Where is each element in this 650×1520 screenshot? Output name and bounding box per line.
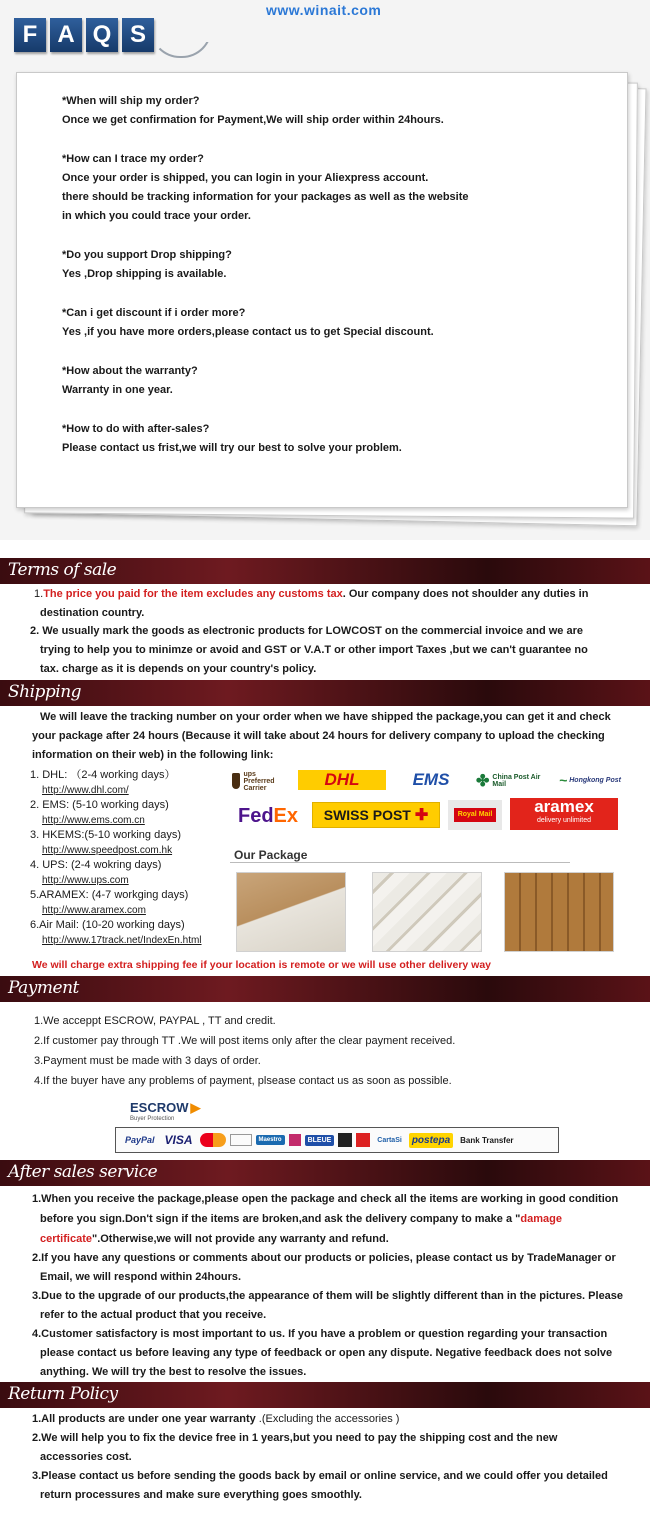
faq-logo-letter: F: [14, 18, 46, 52]
faq-question: *How about the warranty?: [62, 365, 198, 377]
ems-logo: EMS: [412, 770, 450, 789]
faq-list: [62, 92, 602, 478]
package-divider: [230, 862, 570, 863]
shipping-intro-line1: We will leave the tracking number on your order when we have shipped the package,you can get it and check: [40, 711, 611, 723]
carrier-name: 3. HKEMS:(5-10 working days): [30, 829, 181, 841]
after-sales-p4-line3: anything. We will try the best to resolve the issues.: [40, 1366, 307, 1378]
return-item-2-line1: 2.We will help you to fix the device free in 1 years,but you need to pay the shipping cost and the new: [32, 1432, 558, 1444]
china-post-logo: ✤ China Post Air Mail: [476, 773, 541, 790]
maestro-logo: Maestro: [256, 1135, 285, 1145]
faq-item: [62, 304, 602, 342]
after-sales-section: [0, 1186, 650, 1382]
cartasi-logo: CartaSi: [377, 1136, 402, 1144]
carrier-link[interactable]: http://www.dhl.com/: [42, 784, 129, 796]
hongkong-post-icon: ~: [559, 772, 568, 788]
postepay-logo: postepa: [409, 1133, 453, 1148]
escrow-subtitle: Buyer Protection: [130, 1116, 175, 1122]
faq-answer: Warranty in one year.: [62, 384, 173, 396]
terms-item-2-line1: 2. We usually mark the goods as electronic products for LOWCOST on the commercial invoice and we are: [30, 625, 583, 637]
payment-item: 3.Payment must be made with 3 days of order.: [34, 1055, 261, 1067]
logo-swoosh-decoration: [150, 28, 212, 58]
after-sales-title: After sales service: [8, 1162, 158, 1182]
payment-section-bar: [0, 976, 650, 1002]
shipping-intro-line3: information on their web) in the following link:: [32, 749, 274, 761]
package-photo-warehouse: [504, 872, 614, 952]
terms-section: [0, 584, 650, 680]
ups-shield-icon: [232, 773, 240, 789]
card-icon: [338, 1133, 352, 1147]
return-policy-section-bar: [0, 1382, 650, 1408]
carrier-item: [30, 798, 230, 828]
payment-title: Payment: [8, 978, 79, 998]
faq-logo-letter: S: [122, 18, 154, 52]
after-sales-p3-line1: 3.Due to the upgrade of our products,the appearance of them will be slightly different than in the pictures. Please: [32, 1290, 624, 1302]
payment-item: 2.If customer pay through TT .We will post items only after the clear payment received.: [34, 1035, 456, 1047]
faq-question: *Can i get discount if i order more?: [62, 307, 246, 319]
shipping-section: [0, 706, 650, 976]
escrow-logo: ESCROW ▶: [130, 1100, 201, 1115]
return-item-3-line2: return processures and make sure everything goes smoothly.: [40, 1489, 362, 1501]
return-item-3-line1: 3.Please contact us before sending the goods back by email or online service, and we could offer you detailed: [32, 1470, 608, 1482]
carrier-item: [30, 768, 230, 798]
faq-logo-letter: Q: [86, 18, 118, 52]
after-sales-p1-line2: before you sign.Don't sign if the items are broken,and ask the delivery company to make a "damage: [40, 1213, 562, 1225]
hongkong-post-logo: ~ Hongkong Post: [559, 772, 621, 788]
visa-logo: VISA: [164, 1133, 193, 1147]
remote-location-note: We will charge extra shipping fee if your location is remote or we will use other delivery way: [32, 959, 492, 971]
faq-answer: Yes ,Drop shipping is available.: [62, 268, 227, 280]
dhl-logo: DHL: [298, 770, 386, 790]
after-sales-p3-line2: refer to the actual product that you receive.: [40, 1309, 267, 1321]
faq-item: [62, 150, 602, 226]
escrow-arrow-icon: ▶: [190, 1100, 201, 1115]
package-photo-parcels: [372, 872, 482, 952]
return-policy-title: Return Policy: [8, 1384, 118, 1404]
carrier-link[interactable]: http://www.ups.com: [42, 874, 129, 886]
payment-item: 4.If the buyer have any problems of payment, plsease contact us as soon as possible.: [34, 1075, 452, 1087]
carrier-item: [30, 888, 230, 918]
after-sales-p2-line2: Email, we will respond within 24hours.: [40, 1271, 242, 1283]
terms-title: Terms of sale: [8, 560, 117, 580]
carrier-name: 4. UPS: (2-4 wokring days): [30, 859, 162, 871]
terms-item-1-rest: . Our company does not shoulder any duties in: [342, 588, 589, 600]
china-post-icon: ✤: [476, 773, 490, 790]
carrier-item: [30, 828, 230, 858]
carrier-name: 1. DHL: （2-4 working days）: [30, 769, 176, 781]
shipping-intro-line2: your package after 24 hours (Because it will take about 24 hours for delivery company to upload the checking: [32, 730, 605, 742]
faq-question: *When will ship my order?: [62, 95, 200, 107]
faq-answer: Yes ,if you have more orders,please contact us to get Special discount.: [62, 326, 434, 338]
carrier-name: 5.ARAMEX: (4-7 workging days): [30, 889, 189, 901]
terms-section-bar: [0, 558, 650, 584]
terms-item-1-num: 1.: [34, 588, 44, 600]
bank-transfer-logo: Bank Transfer: [460, 1135, 514, 1145]
faq-question: *Do you support Drop shipping?: [62, 249, 232, 261]
ups-logo: ups Preferred Carrier: [232, 770, 286, 792]
after-sales-section-bar: [0, 1160, 650, 1186]
after-sales-p4-line2: please contact us before leaving any type of feedback or open any dispute. Negative feedback does not solve: [40, 1347, 613, 1359]
our-package-label: Our Package: [234, 848, 308, 862]
after-sales-p1-line1: 1.When you receive the package,please open the package and check all the items are working in good condition: [32, 1193, 619, 1205]
site-url[interactable]: www.winait.com: [266, 2, 382, 18]
card-icon: [230, 1134, 252, 1146]
faq-logo-letter: A: [50, 18, 82, 52]
terms-item-2-line3: tax. charge as it is depends on your country's policy.: [40, 663, 317, 675]
faq-item: [62, 420, 602, 458]
card-icon: [356, 1133, 370, 1147]
carrier-link[interactable]: http://www.aramex.com: [42, 904, 146, 916]
faq-question: *How can I trace my order?: [62, 153, 204, 165]
shipping-title: Shipping: [8, 682, 82, 702]
return-item-1: 1.All products are under one year warranty .(Excluding the accessories ): [32, 1413, 400, 1425]
shipping-section-bar: [0, 680, 650, 706]
carrier-name: 2. EMS: (5-10 working days): [30, 799, 169, 811]
faq-answer: Please contact us frist,we will try our best to solve your problem.: [62, 442, 402, 454]
card-icon: [289, 1134, 301, 1146]
payment-methods-strip: [115, 1127, 559, 1153]
carte-bleue-logo: BLEUE: [305, 1135, 335, 1146]
payment-item: 1.We acceppt ESCROW, PAYPAL , TT and credit.: [34, 1015, 276, 1027]
swiss-cross-icon: ✚: [414, 807, 429, 824]
fedex-logo: Fed Ex: [237, 804, 299, 827]
carrier-item: [30, 858, 230, 888]
carrier-link[interactable]: http://www.17track.net/IndexEn.html: [42, 934, 202, 946]
terms-item-2-line2: trying to help you to minimze or avoid and GST or V.A.T or other import Taxes ,but we can't guarantee no: [40, 644, 588, 656]
carrier-item: [30, 918, 230, 948]
carrier-list: [30, 768, 230, 948]
faq-answer: Once we get confirmation for Payment,We will ship order within 24hours.: [62, 114, 444, 126]
after-sales-p4-line1: 4.Customer satisfactory is most important to us. If you have a problem or question regarding your transaction: [32, 1328, 608, 1340]
package-photo-box: [236, 872, 346, 952]
aramex-logo: aramex delivery unlimited: [510, 798, 618, 830]
swiss-post-logo: SWISS POST ✚: [312, 802, 440, 828]
faq-answer: Once your order is shipped, you can login in your Aliexpress account. there should be tracking information for your packages as well as the website in which you could trace your order.: [62, 172, 469, 222]
paypal-logo: PayPal: [125, 1135, 155, 1145]
after-sales-p1-line3: certificate".Otherwise,we will not provide any warranty and refund.: [40, 1233, 389, 1245]
terms-item-1-line2: destination country.: [40, 607, 145, 619]
faq-item: [62, 246, 602, 284]
carrier-name: 6.Air Mail: (10-20 working days): [30, 919, 185, 931]
after-sales-p2-line1: 2.If you have any questions or comments about our products or policies, please contact us by TradeManager or: [32, 1252, 616, 1264]
faq-item: [62, 92, 602, 130]
customs-tax-highlight: The price you paid for the item excludes any customs tax: [43, 588, 343, 600]
return-item-2-line2: accessories cost.: [40, 1451, 132, 1463]
royal-mail-logo: Royal Mail: [448, 800, 502, 830]
mastercard-icon: [200, 1133, 226, 1147]
carrier-link[interactable]: http://www.speedpost.com.hk: [42, 844, 173, 856]
faq-question: *How to do with after-sales?: [62, 423, 210, 435]
faq-item: [62, 362, 602, 400]
faqs-logo: [14, 18, 154, 52]
carrier-link[interactable]: http://www.ems.com.cn: [42, 814, 145, 826]
terms-item-1: [34, 585, 588, 604]
payment-section: [0, 1002, 650, 1160]
faq-header-area: [0, 0, 650, 540]
return-policy-section: [0, 1408, 650, 1520]
